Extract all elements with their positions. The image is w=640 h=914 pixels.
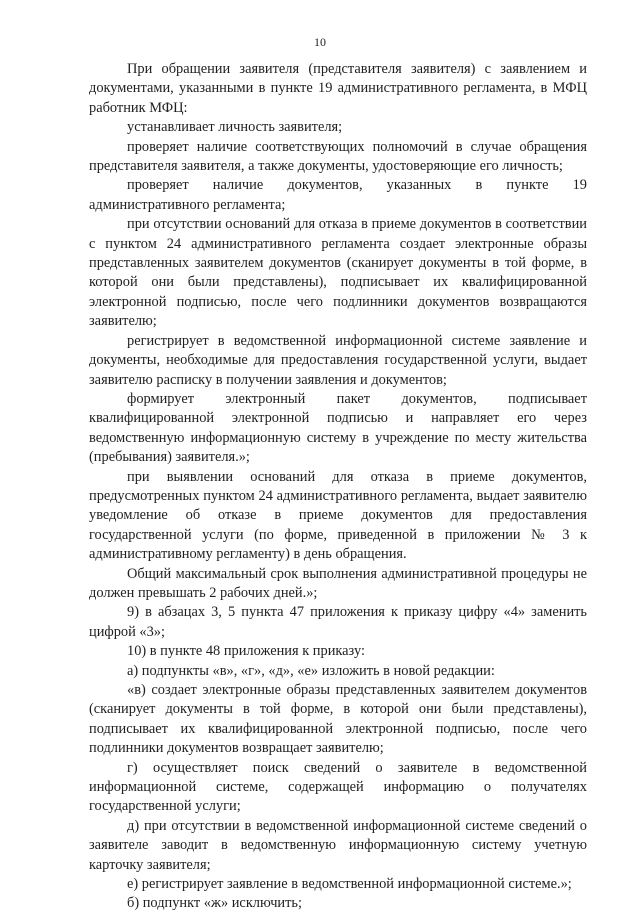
paragraph-item-10: 10) в пункте 48 приложения к приказу: xyxy=(127,643,365,660)
paragraph-intro: При обращении заявителя (представителя заявителя) с заявлением и документами, указанными в пункте 19 административного регламента, в МФЦ работник МФЦ: xyxy=(89,61,587,116)
paragraph-deadline: Общий максимальный срок выполнения административной процедуры не должен превышать 2 рабочих дней.»; xyxy=(89,565,587,601)
paragraph-subitem-e: е) регистрирует заявление в ведомственной информационной системе.»; xyxy=(127,876,572,893)
paragraph-subitem-g: г) осуществляет поиск сведений о заявителе в ведомственной информационной системе, содержащей информацию о получателях государственной услуги; xyxy=(89,759,587,815)
paragraph-form-package: формирует электронный пакет документов, подписывает квалифицированной электронной подписью и направляет его через ведомственную информационную систему в учреждение по месту жительства (пребывания) заявителя.»; xyxy=(89,390,587,466)
paragraph-subitem-v: «в) создает электронные образы представленных заявителем документов (сканирует документы в той форме, в которой они были представлены), подписывает их квалифицированной электронной подписью, после чего подлинники документов возвращает заявителю; xyxy=(89,682,587,757)
paragraph-subitem-b: б) подпункт «ж» исключить; xyxy=(127,895,302,912)
paragraph-subitem-a: а) подпункты «в», «г», «д», «е» изложить в новой редакции: xyxy=(127,662,495,679)
paragraph-register: регистрирует в ведомственной информационной системе заявление и документы, необходимые для предоставления государственной услуги, выдает заявителю расписку в получении заявления и документов; xyxy=(89,332,587,388)
page-number: 10 xyxy=(314,35,326,49)
paragraph-authority: проверяет наличие соответствующих полномочий в случае обращения представителя заявителя, а также документы, удостоверяющие его личность; xyxy=(89,138,587,175)
paragraph-check-documents: проверяет наличие документов, указанных в пункте 19 административного регламента; xyxy=(89,177,587,213)
paragraph-refusal: при выявлении оснований для отказа в приеме документов, предусмотренных пунктом 24 административного регламента, выдает заявителю уведомление об отказе в приеме документов для предоставления государственной услуги (по форме, приведенной в приложении № 3 к административному регламенту) в день обращения. xyxy=(89,468,587,563)
paragraph-identity: устанавливает личность заявителя; xyxy=(127,119,343,136)
paragraph-subitem-d: д) при отсутствии в ведомственной информационной системе сведений о заявителе заводит в ведомственную информационную систему учетную карточку заявителя; xyxy=(89,817,587,873)
paragraph-item-9: 9) в абзацах 3, 5 пункта 47 приложения к приказу цифру «4» заменить цифрой «3»; xyxy=(89,604,587,640)
document-body xyxy=(89,60,587,914)
paragraph-create-images: при отсутствии оснований для отказа в приеме документов в соответствии с пунктом 24 административного регламента создает электронные образы представленных заявителем документов (сканирует документы в той форме, в которой они были представлены), подписывает их квалифицированной электронной подписью, после чего подлинники документов возвращаются заявителю; xyxy=(89,216,587,330)
